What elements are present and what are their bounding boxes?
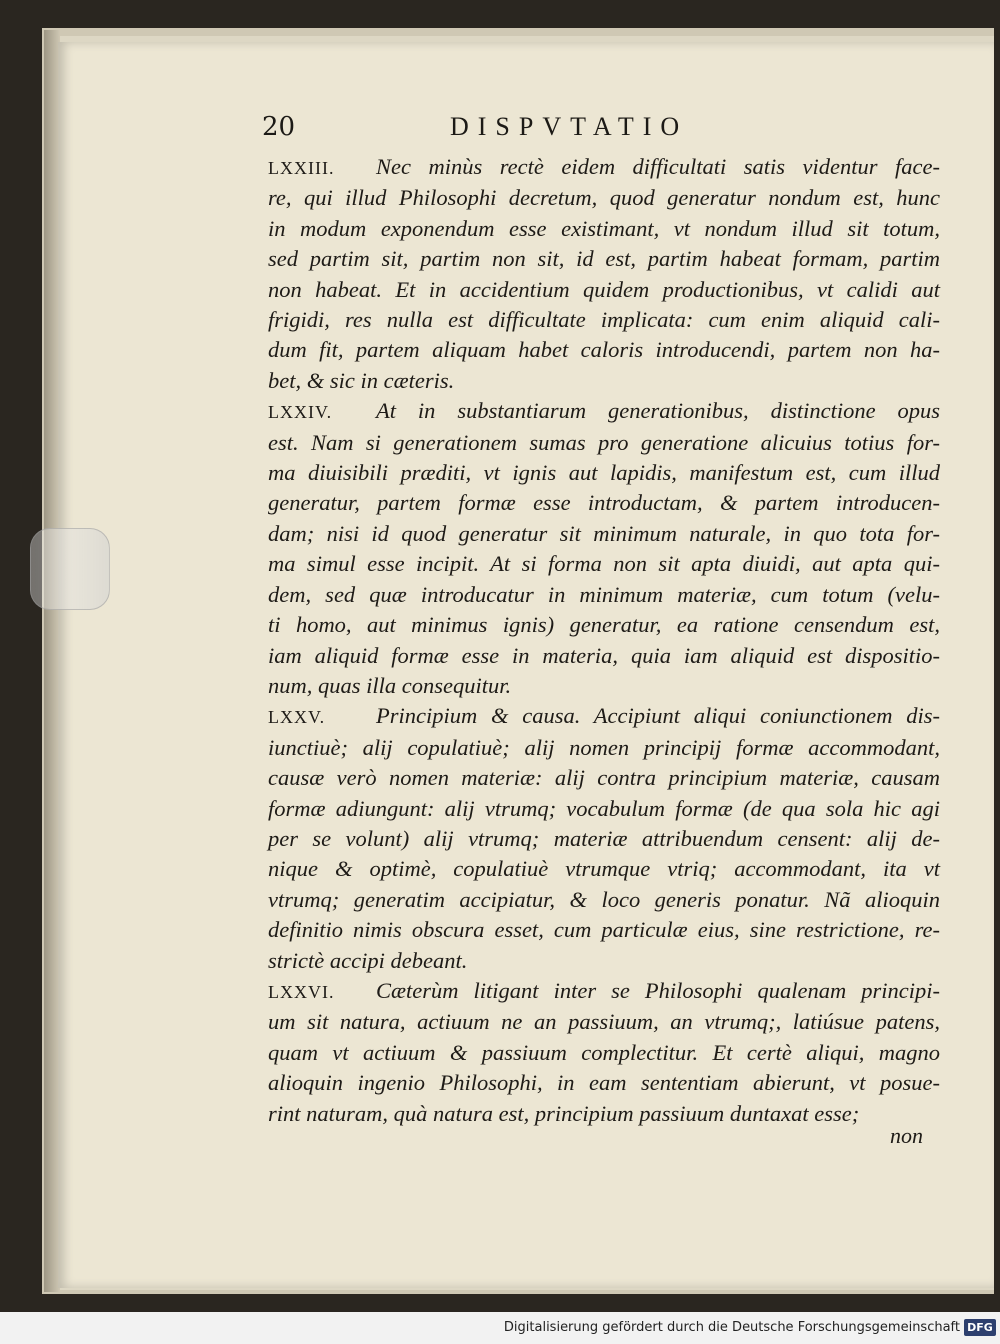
- text-line: [268, 183, 940, 213]
- line-text: est. Nam si generationem sumas pro generatione alicuius totius for-: [268, 429, 940, 455]
- line-text: quam vt actiuum & passiuum complectitur. Et certè aliqui, magno: [268, 1039, 940, 1065]
- line-text: causæ verò nomen materiæ: alij contra principium materiæ, causam: [268, 765, 940, 791]
- paragraph: [268, 396, 940, 701]
- line-text: num, quas illa consequitur.: [268, 672, 512, 698]
- line-text: Principium & causa. Accipiunt aliqui coniunctionem dis-: [376, 703, 940, 729]
- text-line: [268, 488, 940, 518]
- footer-credit: Digitalisierung gefördert durch die Deutsche Forschungsgemeinschaft: [503, 1320, 960, 1335]
- line-text: dum fit, partem aliquam habet caloris introducendi, partem non ha-: [268, 337, 940, 363]
- line-text: iunctiuè; alij copulatiuè; alij nomen principij formæ accommodant,: [268, 734, 940, 760]
- paragraph-number: LXXIV.: [268, 402, 333, 423]
- text-line: [268, 244, 940, 274]
- paragraph-number: LXXVI.: [268, 981, 335, 1002]
- text-line: [268, 580, 940, 610]
- text-line: [268, 549, 940, 579]
- text-line: [268, 214, 940, 244]
- line-text: ma simul esse incipit. At si forma non sit apta diuidi, aut apta qui-: [268, 551, 940, 577]
- text-line: [268, 519, 940, 549]
- text-line: [268, 458, 940, 488]
- line-text: generatur, partem formæ esse introductam, & partem introducen-: [268, 490, 940, 516]
- text-line: [268, 733, 940, 763]
- text-line: [268, 794, 940, 824]
- text-line: [268, 915, 940, 945]
- line-text: iam aliquid formæ esse in materia, quia iam aliquid est dispositio-: [268, 642, 940, 668]
- running-title: DISPVTATIO: [450, 112, 689, 141]
- text-line: [268, 824, 940, 854]
- line-text: in modum exponendum esse existimant, vt nondum illud sit totum,: [268, 215, 940, 241]
- paragraph-number: LXXIII.: [268, 158, 335, 178]
- running-head: [262, 112, 942, 152]
- line-text: re, qui illud Philosophi decretum, quod generatur nondum est, hunc: [268, 185, 940, 211]
- line-text: definitio nimis obscura esset, cum particulæ eius, sine restrictione, re-: [268, 917, 940, 943]
- line-text: nique & optimè, copulatiuè vtrumque vtriq; accommodant, ita vt: [268, 856, 940, 882]
- text-line: [268, 610, 940, 640]
- text-line: [268, 641, 940, 671]
- catchword: non: [890, 1123, 923, 1148]
- text-line: [268, 763, 940, 793]
- dfg-logo: DFG: [964, 1319, 996, 1336]
- page-clip: [30, 528, 110, 610]
- line-text: ma diuisibili præditi, vt ignis aut lapidis, manifestum est, cum illud: [268, 460, 940, 486]
- paragraph-number: LXXV.: [268, 707, 326, 728]
- text-line: [268, 305, 940, 335]
- text-line: [268, 976, 940, 1007]
- text-line: [268, 366, 940, 396]
- line-text: non habeat. Et in accidentium quidem productionibus, vt calidi aut: [268, 276, 940, 302]
- text-line: [268, 275, 940, 305]
- line-text: alioquin ingenio Philosophi, in eam sententiam abierunt, vt posue-: [268, 1070, 940, 1096]
- text-line: [268, 335, 940, 365]
- text-line: [268, 1099, 940, 1129]
- page-number: 20: [262, 112, 296, 142]
- text-line: [268, 1007, 940, 1037]
- line-text: strictè accipi debeant.: [268, 947, 468, 973]
- text-line: [268, 396, 940, 427]
- line-text: dam; nisi id quod generatur sit minimum naturale, in quo tota for-: [268, 520, 940, 546]
- text-line: [268, 701, 940, 732]
- paragraph: [268, 152, 940, 396]
- line-text: rint naturam, quà natura est, principium passiuum duntaxat esse;: [268, 1100, 860, 1126]
- digitization-footer: [0, 1312, 1000, 1344]
- line-text: per se volunt) alij vtrumq; materiæ attribuendum censent: alij de-: [268, 825, 940, 851]
- line-text: frigidi, res nulla est difficultate implicata: cum enim aliquid cali-: [268, 307, 940, 333]
- line-text: vtrumq; generatim accipiatur, & loco generis ponatur. Nã alioquin: [268, 886, 940, 912]
- text-line: [268, 152, 940, 183]
- line-text: Nec minùs rectè eidem difficultati satis videntur face-: [376, 154, 940, 179]
- text-line: [268, 854, 940, 884]
- line-text: ti homo, aut minimus ignis) generatur, ea ratione censendum est,: [268, 612, 940, 638]
- paragraph: [268, 976, 940, 1129]
- line-text: Cæterùm litigant inter se Philosophi qualenam principi-: [376, 977, 940, 1003]
- line-text: At in substantiarum generationibus, distinctione opus: [376, 398, 940, 424]
- text-line: [268, 1068, 940, 1098]
- line-text: sed partim sit, partim non sit, id est, partim habeat formam, partim: [268, 246, 940, 272]
- line-text: bet, & sic in cæteris.: [268, 367, 455, 393]
- paragraph: [268, 701, 940, 976]
- line-text: um sit natura, actiuum ne an passiuum, an vtrumq;, latiúsue patens,: [268, 1009, 940, 1035]
- line-text: formæ adiungunt: alij vtrumq; vocabulum formæ (de qua sola hic agi: [268, 795, 940, 821]
- text-line: [268, 671, 940, 701]
- text-line: [268, 885, 940, 915]
- text-line: [268, 946, 940, 976]
- text-line: [268, 1038, 940, 1068]
- body-text: [268, 152, 940, 1129]
- text-line: [268, 428, 940, 458]
- line-text: dem, sed quæ introducatur in minimum materiæ, cum totum (velu-: [268, 581, 940, 607]
